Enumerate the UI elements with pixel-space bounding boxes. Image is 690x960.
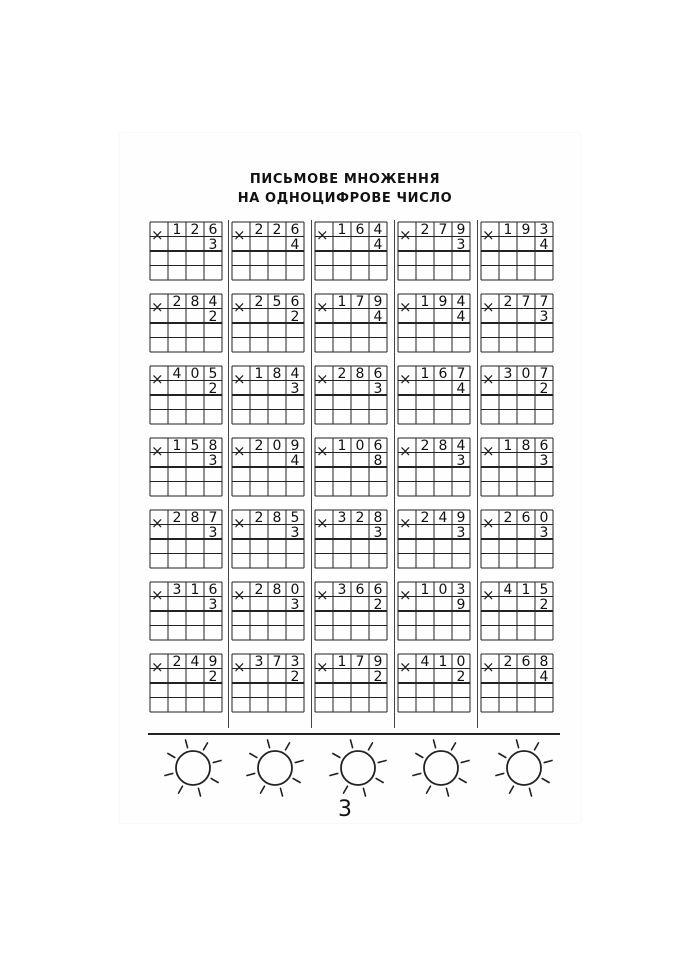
- multiply-sign: ×: [482, 298, 495, 316]
- multiplicand-digit: 7: [272, 654, 282, 670]
- multiplicand-digit: 5: [290, 510, 300, 526]
- column-divider: [477, 220, 478, 728]
- multiplicand-digit: 2: [337, 366, 347, 382]
- multiply-sign: ×: [233, 586, 246, 604]
- multiplier-digit: 4: [539, 236, 549, 253]
- multiplication-problem: [315, 438, 387, 496]
- multiplier-digit: 3: [290, 380, 300, 397]
- multiplicand-digit: 9: [373, 294, 383, 310]
- column-divider: [311, 220, 312, 728]
- multiplier-digit: 4: [290, 452, 300, 469]
- multiplicand-digit: 6: [355, 222, 365, 238]
- multiply-sign: ×: [233, 658, 246, 676]
- page-title-line-2: НА ОДНОЦИФРОВЕ ЧИСЛО: [237, 191, 453, 206]
- multiplicand-digit: 7: [355, 654, 365, 670]
- multiplication-problem: [398, 222, 470, 280]
- multiplicand-digit: 2: [172, 654, 182, 670]
- multiplication-problem: [315, 366, 387, 424]
- multiplicand-digit: 9: [521, 222, 531, 238]
- multiply-sign: ×: [151, 370, 164, 388]
- multiplier-digit: 4: [290, 236, 300, 253]
- multiplier-digit: 9: [456, 596, 466, 613]
- multiplicand-digit: 4: [208, 294, 218, 310]
- multiply-sign: ×: [233, 298, 246, 316]
- multiply-sign: ×: [233, 442, 246, 460]
- multiplicand-digit: 3: [172, 582, 182, 598]
- multiplier-digit: 4: [456, 380, 466, 397]
- multiplication-problem: [398, 294, 470, 352]
- multiplier-digit: 3: [456, 452, 466, 469]
- multiplication-problem: [315, 654, 387, 712]
- multiplicand-digit: 3: [456, 582, 466, 598]
- multiplicand-digit: 6: [355, 582, 365, 598]
- multiplicand-digit: 6: [290, 222, 300, 238]
- multiplicand-digit: 8: [355, 366, 365, 382]
- multiplicand-digit: 8: [521, 438, 531, 454]
- multiplicand-digit: 2: [420, 438, 430, 454]
- multiplier-digit: 3: [208, 236, 218, 253]
- multiplicand-digit: 0: [539, 510, 549, 526]
- multiplier-digit: 3: [539, 308, 549, 325]
- multiplicand-digit: 7: [539, 366, 549, 382]
- multiplicand-digit: 6: [521, 654, 531, 670]
- multiplicand-digit: 3: [290, 654, 300, 670]
- multiplication-problem: [150, 510, 222, 568]
- multiplicand-digit: 9: [456, 222, 466, 238]
- multiplicand-digit: 6: [539, 438, 549, 454]
- multiplier-digit: 2: [539, 596, 549, 613]
- multiplication-problem: [481, 582, 553, 640]
- multiplicand-digit: 1: [438, 654, 448, 670]
- multiplicand-digit: 7: [438, 222, 448, 238]
- multiply-sign: ×: [482, 442, 495, 460]
- multiplicand-digit: 6: [521, 510, 531, 526]
- multiply-sign: ×: [316, 442, 329, 460]
- multiplicand-digit: 9: [438, 294, 448, 310]
- multiply-sign: ×: [316, 298, 329, 316]
- multiply-sign: ×: [233, 514, 246, 532]
- multiplier-digit: 3: [373, 380, 383, 397]
- multiplication-problem: [481, 510, 553, 568]
- multiplicand-digit: 7: [521, 294, 531, 310]
- multiplication-problem: [481, 222, 553, 280]
- multiplier-digit: 3: [539, 452, 549, 469]
- multiplicand-digit: 8: [539, 654, 549, 670]
- multiplicand-digit: 3: [337, 582, 347, 598]
- multiply-sign: ×: [399, 298, 412, 316]
- multiply-sign: ×: [399, 514, 412, 532]
- multiplication-problem: [481, 366, 553, 424]
- multiplication-problem: [481, 438, 553, 496]
- multiplicand-digit: 4: [172, 366, 182, 382]
- multiplicand-digit: 6: [438, 366, 448, 382]
- multiplicand-digit: 9: [208, 654, 218, 670]
- multiplicand-digit: 1: [337, 222, 347, 238]
- multiplicand-digit: 0: [438, 582, 448, 598]
- multiplier-digit: 4: [373, 236, 383, 253]
- multiplicand-digit: 5: [539, 582, 549, 598]
- multiplicand-digit: 1: [254, 366, 264, 382]
- multiplicand-digit: 2: [254, 510, 264, 526]
- multiplication-problem: [232, 366, 304, 424]
- multiplicand-digit: 2: [355, 510, 365, 526]
- multiply-sign: ×: [151, 442, 164, 460]
- multiplicand-digit: 7: [539, 294, 549, 310]
- multiply-sign: ×: [151, 514, 164, 532]
- multiplier-digit: 2: [208, 308, 218, 325]
- multiply-sign: ×: [399, 370, 412, 388]
- multiplicand-digit: 4: [373, 222, 383, 238]
- multiplicand-digit: 0: [272, 438, 282, 454]
- multiply-sign: ×: [233, 370, 246, 388]
- multiplier-digit: 2: [373, 596, 383, 613]
- multiply-sign: ×: [151, 298, 164, 316]
- multiplicand-digit: 8: [272, 366, 282, 382]
- multiplicand-digit: 1: [337, 438, 347, 454]
- multiplication-problem: [150, 366, 222, 424]
- multiplication-problem: [150, 654, 222, 712]
- multiplier-digit: 3: [373, 524, 383, 541]
- multiply-sign: ×: [151, 658, 164, 676]
- multiplication-problem: [315, 582, 387, 640]
- multiplicand-digit: 0: [190, 366, 200, 382]
- multiplicand-digit: 1: [190, 582, 200, 598]
- multiplication-problem: [150, 582, 222, 640]
- multiplier-digit: 2: [373, 668, 383, 685]
- multiply-sign: ×: [399, 586, 412, 604]
- multiplication-problem: [150, 222, 222, 280]
- multiplicand-digit: 6: [290, 294, 300, 310]
- multiplier-digit: 3: [290, 524, 300, 541]
- multiplicand-digit: 3: [337, 510, 347, 526]
- multiplicand-digit: 8: [438, 438, 448, 454]
- multiplicand-digit: 1: [420, 294, 430, 310]
- multiplier-digit: 4: [373, 308, 383, 325]
- multiplicand-digit: 5: [272, 294, 282, 310]
- multiplicand-digit: 2: [503, 510, 513, 526]
- multiplicand-digit: 0: [521, 366, 531, 382]
- multiplication-problem: [398, 510, 470, 568]
- multiplicand-digit: 3: [539, 222, 549, 238]
- multiplier-digit: 3: [208, 524, 218, 541]
- multiplier-digit: 4: [456, 308, 466, 325]
- multiplicand-digit: 6: [208, 222, 218, 238]
- multiplicand-digit: 3: [254, 654, 264, 670]
- multiplicand-digit: 0: [456, 654, 466, 670]
- multiplier-digit: 3: [290, 596, 300, 613]
- multiply-sign: ×: [151, 226, 164, 244]
- multiplicand-digit: 4: [503, 582, 513, 598]
- multiplier-digit: 2: [539, 380, 549, 397]
- multiplicand-digit: 0: [290, 582, 300, 598]
- multiplicand-digit: 3: [503, 366, 513, 382]
- multiplication-problem: [232, 438, 304, 496]
- multiplicand-digit: 0: [355, 438, 365, 454]
- multiplicand-digit: 8: [208, 438, 218, 454]
- multiplication-problem: [481, 294, 553, 352]
- multiplication-problem: [398, 438, 470, 496]
- multiplication-problem: [315, 222, 387, 280]
- multiplicand-digit: 2: [254, 222, 264, 238]
- multiplicand-digit: 2: [190, 222, 200, 238]
- column-divider: [228, 220, 229, 728]
- multiplicand-digit: 1: [172, 222, 182, 238]
- multiplicand-digit: 7: [456, 366, 466, 382]
- multiply-sign: ×: [399, 226, 412, 244]
- multiplicand-digit: 9: [456, 510, 466, 526]
- multiplier-digit: 3: [208, 452, 218, 469]
- multiplicand-digit: 2: [503, 654, 513, 670]
- multiply-sign: ×: [482, 586, 495, 604]
- multiply-sign: ×: [316, 370, 329, 388]
- multiplicand-digit: 2: [254, 582, 264, 598]
- multiplicand-digit: 2: [172, 294, 182, 310]
- multiplicand-digit: 8: [272, 510, 282, 526]
- multiply-sign: ×: [316, 586, 329, 604]
- multiply-sign: ×: [482, 370, 495, 388]
- multiplicand-digit: 2: [172, 510, 182, 526]
- multiplier-digit: 8: [373, 452, 383, 469]
- multiplicand-digit: 4: [190, 654, 200, 670]
- multiplication-problem: [398, 654, 470, 712]
- multiplier-digit: 2: [290, 668, 300, 685]
- page-number: 3: [338, 797, 352, 822]
- multiplicand-digit: 8: [190, 294, 200, 310]
- multiplicand-digit: 1: [337, 654, 347, 670]
- multiplicand-digit: 8: [373, 510, 383, 526]
- multiplicand-digit: 5: [208, 366, 218, 382]
- multiply-sign: ×: [316, 514, 329, 532]
- multiplication-problem: [232, 582, 304, 640]
- multiply-sign: ×: [482, 226, 495, 244]
- multiplier-digit: 2: [208, 380, 218, 397]
- multiply-sign: ×: [316, 658, 329, 676]
- multiplier-digit: 3: [456, 236, 466, 253]
- multiplicand-digit: 2: [503, 294, 513, 310]
- multiplicand-digit: 6: [373, 582, 383, 598]
- multiplication-problem: [315, 294, 387, 352]
- multiplicand-digit: 7: [208, 510, 218, 526]
- multiply-sign: ×: [399, 658, 412, 676]
- multiplicand-digit: 6: [373, 366, 383, 382]
- bottom-rule: [148, 733, 560, 735]
- multiplicand-digit: 4: [438, 510, 448, 526]
- multiplication-problem: [232, 222, 304, 280]
- column-divider: [394, 220, 395, 728]
- multiplicand-digit: 1: [503, 222, 513, 238]
- multiply-sign: ×: [482, 514, 495, 532]
- multiplicand-digit: 1: [420, 582, 430, 598]
- multiplicand-digit: 1: [172, 438, 182, 454]
- multiply-sign: ×: [316, 226, 329, 244]
- multiplicand-digit: 2: [420, 510, 430, 526]
- multiplicand-digit: 1: [521, 582, 531, 598]
- multiplication-problem: [150, 294, 222, 352]
- multiplicand-digit: 4: [456, 438, 466, 454]
- multiplication-problem: [481, 654, 553, 712]
- multiplication-problem: [232, 654, 304, 712]
- multiply-sign: ×: [151, 586, 164, 604]
- multiplicand-digit: 2: [254, 294, 264, 310]
- multiplier-digit: 2: [456, 668, 466, 685]
- multiplicand-digit: 6: [373, 438, 383, 454]
- multiplicand-digit: 2: [254, 438, 264, 454]
- page-title-line-1: ПИСЬМОВЕ МНОЖЕННЯ: [249, 172, 441, 187]
- multiplicand-digit: 9: [290, 438, 300, 454]
- multiplier-digit: 2: [208, 668, 218, 685]
- multiplicand-digit: 6: [208, 582, 218, 598]
- multiplicand-digit: 2: [420, 222, 430, 238]
- multiply-sign: ×: [399, 442, 412, 460]
- multiplication-problem: [398, 582, 470, 640]
- multiplicand-digit: 5: [190, 438, 200, 454]
- multiplicand-digit: 4: [290, 366, 300, 382]
- multiplicand-digit: 1: [337, 294, 347, 310]
- multiplicand-digit: 7: [355, 294, 365, 310]
- multiplication-problem: [232, 510, 304, 568]
- multiplication-problem: [232, 294, 304, 352]
- multiply-sign: ×: [482, 658, 495, 676]
- multiplication-problem: [150, 438, 222, 496]
- multiplicand-digit: 1: [503, 438, 513, 454]
- multiply-sign: ×: [233, 226, 246, 244]
- multiplicand-digit: 8: [272, 582, 282, 598]
- multiplicand-digit: 1: [420, 366, 430, 382]
- multiplier-digit: 3: [456, 524, 466, 541]
- multiplicand-digit: 9: [373, 654, 383, 670]
- multiplicand-digit: 2: [272, 222, 282, 238]
- multiplicand-digit: 4: [420, 654, 430, 670]
- multiplicand-digit: 8: [190, 510, 200, 526]
- multiplication-problem: [315, 510, 387, 568]
- multiplier-digit: 3: [539, 524, 549, 541]
- multiplier-digit: 4: [539, 668, 549, 685]
- multiplier-digit: 2: [290, 308, 300, 325]
- multiplicand-digit: 4: [456, 294, 466, 310]
- multiplication-problem: [398, 366, 470, 424]
- multiplier-digit: 3: [208, 596, 218, 613]
